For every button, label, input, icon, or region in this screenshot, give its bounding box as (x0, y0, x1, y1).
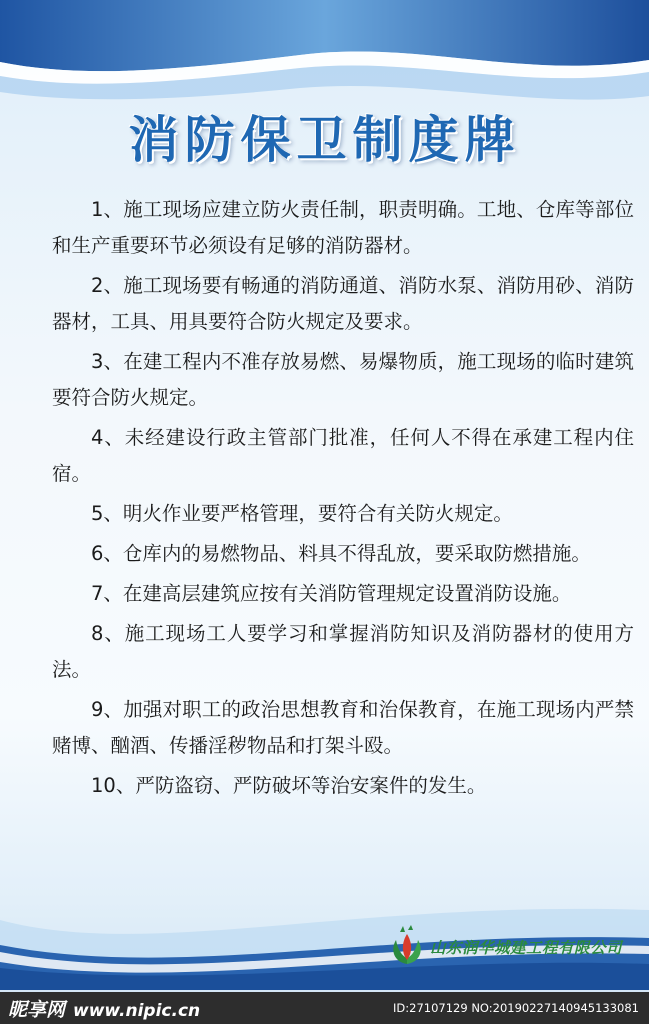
company-name: 山东润华城建工程有限公司 (430, 938, 623, 957)
company-logo (386, 922, 638, 972)
watermark-brand (8, 995, 200, 1022)
rule-item: 8、施工现场工人要学习和掌握消防知识及消防器材的使用方法。 (52, 622, 634, 681)
rules-list (52, 192, 634, 808)
watermark-brand-name: 昵享网 (8, 999, 66, 1021)
rule-item: 9、加强对职工的政治思想教育和治保教育，在施工现场内严禁赌博、酗酒、传播淫秽物品和打架斗殴。 (52, 698, 634, 757)
rule-item: 5、明火作业要严格管理，要符合有关防火规定。 (91, 502, 513, 525)
rule-item: 1、施工现场应建立防火责任制，职责明确。工地、仓库等部位和生产重要环节必须设有足够的消防器材。 (52, 198, 634, 257)
rule-item: 2、施工现场要有畅通的消防通道、消防水泵、消防用砂、消防器材，工具、用具要符合防火规定及要求。 (52, 274, 634, 333)
page-title: 消防保卫制度牌 (128, 111, 521, 169)
image-id-label: ID:27107129 NO:20190227140945133081 (393, 1001, 639, 1015)
rule-item: 4、未经建设行政主管部门批准，任何人不得在承建工程内住宿。 (52, 426, 634, 485)
rule-item: 7、在建高层建筑应按有关消防管理规定设置消防设施。 (91, 582, 572, 605)
company-logo-mark-icon (386, 924, 428, 970)
rule-item: 6、仓库内的易燃物品、料具不得乱放，要采取防燃措施。 (91, 542, 591, 565)
rule-item: 3、在建工程内不准存放易燃、易爆物质，施工现场的临时建筑要符合防火规定。 (52, 350, 634, 409)
rule-item: 10、严防盗窃、严防破坏等治安案件的发生。 (91, 774, 487, 797)
watermark-site: www.nipic.cn (73, 1001, 201, 1021)
